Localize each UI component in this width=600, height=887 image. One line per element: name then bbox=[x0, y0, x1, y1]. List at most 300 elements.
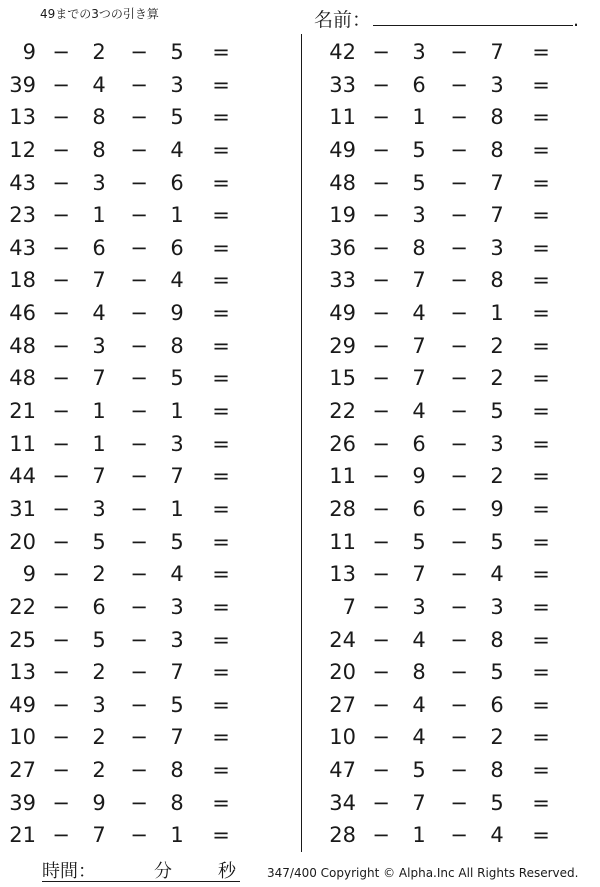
first-operand: 31 bbox=[9, 496, 36, 521]
second-operand: 3 bbox=[92, 333, 106, 358]
first-operand: 15 bbox=[329, 366, 356, 391]
problem-row bbox=[0, 362, 300, 395]
third-operand: 4 bbox=[170, 137, 184, 162]
problem-row bbox=[320, 428, 600, 461]
minus-sign: − bbox=[130, 627, 148, 652]
equals-sign: = bbox=[532, 203, 550, 228]
equals-sign: = bbox=[212, 40, 230, 64]
minus-sign: − bbox=[130, 333, 148, 358]
equals-sign: = bbox=[532, 170, 550, 195]
name-blank-line[interactable] bbox=[373, 9, 573, 26]
equals-sign: = bbox=[212, 725, 230, 750]
equals-sign: = bbox=[212, 333, 230, 358]
second-operand: 1 bbox=[92, 399, 106, 424]
minutes-label: 分 bbox=[154, 861, 172, 882]
third-operand: 8 bbox=[170, 333, 184, 358]
second-operand: 7 bbox=[412, 790, 426, 815]
minus-sign: − bbox=[372, 660, 390, 685]
minus-sign: − bbox=[450, 529, 468, 554]
first-operand: 9 bbox=[22, 562, 36, 587]
second-operand: 3 bbox=[412, 203, 426, 228]
minus-sign: − bbox=[450, 333, 468, 358]
minus-sign: − bbox=[130, 464, 148, 489]
equals-sign: = bbox=[212, 496, 230, 521]
third-operand: 8 bbox=[490, 627, 504, 652]
name-field bbox=[314, 5, 579, 32]
second-operand: 5 bbox=[92, 627, 106, 652]
second-operand: 8 bbox=[412, 660, 426, 685]
third-operand: 5 bbox=[170, 105, 184, 130]
second-operand: 5 bbox=[92, 529, 106, 554]
equals-sign: = bbox=[532, 72, 550, 97]
minus-sign: − bbox=[372, 333, 390, 358]
equals-sign: = bbox=[212, 790, 230, 815]
name-label: 名前： bbox=[314, 9, 372, 31]
minus-sign: − bbox=[450, 105, 468, 130]
third-operand: 5 bbox=[170, 529, 184, 554]
first-operand: 28 bbox=[329, 823, 356, 848]
first-operand: 36 bbox=[329, 235, 356, 260]
minus-sign: − bbox=[130, 725, 148, 750]
equals-sign: = bbox=[532, 431, 550, 456]
first-operand: 20 bbox=[329, 660, 356, 685]
minus-sign: − bbox=[372, 431, 390, 456]
second-operand: 3 bbox=[92, 496, 106, 521]
problem-row bbox=[320, 362, 600, 395]
equals-sign: = bbox=[532, 301, 550, 326]
first-operand: 43 bbox=[9, 170, 36, 195]
equals-sign: = bbox=[212, 594, 230, 619]
second-operand: 1 bbox=[412, 105, 426, 130]
third-operand: 7 bbox=[490, 170, 504, 195]
first-operand: 33 bbox=[329, 268, 356, 293]
problem-row bbox=[320, 134, 600, 167]
second-operand: 4 bbox=[412, 627, 426, 652]
minus-sign: − bbox=[130, 660, 148, 685]
third-operand: 7 bbox=[170, 725, 184, 750]
second-operand: 6 bbox=[412, 431, 426, 456]
third-operand: 1 bbox=[170, 203, 184, 228]
problem-row bbox=[0, 36, 300, 69]
minus-sign: − bbox=[52, 137, 70, 162]
second-operand: 5 bbox=[412, 529, 426, 554]
minus-sign: − bbox=[372, 40, 390, 64]
equals-sign: = bbox=[212, 399, 230, 424]
equals-sign: = bbox=[212, 203, 230, 228]
second-operand: 6 bbox=[412, 496, 426, 521]
equals-sign: = bbox=[212, 72, 230, 97]
second-operand: 8 bbox=[92, 105, 106, 130]
third-operand: 2 bbox=[490, 333, 504, 358]
equals-sign: = bbox=[532, 399, 550, 424]
first-operand: 46 bbox=[9, 301, 36, 326]
first-operand: 39 bbox=[9, 790, 36, 815]
minus-sign: − bbox=[372, 790, 390, 815]
first-operand: 18 bbox=[9, 268, 36, 293]
minus-sign: − bbox=[52, 366, 70, 391]
minus-sign: − bbox=[372, 725, 390, 750]
first-operand: 20 bbox=[9, 529, 36, 554]
first-operand: 39 bbox=[9, 72, 36, 97]
problem-row bbox=[320, 460, 600, 493]
second-operand: 7 bbox=[92, 268, 106, 293]
minus-sign: − bbox=[450, 660, 468, 685]
third-operand: 4 bbox=[490, 823, 504, 848]
minus-sign: − bbox=[450, 72, 468, 97]
third-operand: 8 bbox=[170, 790, 184, 815]
minus-sign: − bbox=[52, 594, 70, 619]
minus-sign: − bbox=[372, 823, 390, 848]
third-operand: 4 bbox=[170, 268, 184, 293]
minus-sign: − bbox=[130, 790, 148, 815]
second-operand: 7 bbox=[412, 333, 426, 358]
equals-sign: = bbox=[212, 529, 230, 554]
minus-sign: − bbox=[52, 431, 70, 456]
equals-sign: = bbox=[212, 431, 230, 456]
problem-row bbox=[0, 754, 300, 787]
third-operand: 3 bbox=[170, 627, 184, 652]
minus-sign: − bbox=[52, 464, 70, 489]
minus-sign: − bbox=[130, 105, 148, 130]
third-operand: 3 bbox=[490, 235, 504, 260]
equals-sign: = bbox=[212, 137, 230, 162]
problem-row bbox=[0, 330, 300, 363]
equals-sign: = bbox=[532, 105, 550, 130]
minus-sign: − bbox=[372, 562, 390, 587]
third-operand: 3 bbox=[490, 594, 504, 619]
problem-row bbox=[0, 558, 300, 591]
minus-sign: − bbox=[52, 40, 70, 64]
problem-row bbox=[0, 689, 300, 722]
equals-sign: = bbox=[212, 562, 230, 587]
second-operand: 2 bbox=[92, 660, 106, 685]
third-operand: 9 bbox=[170, 301, 184, 326]
first-operand: 48 bbox=[329, 170, 356, 195]
minus-sign: − bbox=[130, 301, 148, 326]
copyright-notice: 347/400 Copyright © Alpha.Inc All Rights Reserved. bbox=[267, 866, 579, 880]
minus-sign: − bbox=[450, 431, 468, 456]
equals-sign: = bbox=[532, 660, 550, 685]
first-operand: 21 bbox=[9, 399, 36, 424]
second-operand: 4 bbox=[412, 692, 426, 717]
minus-sign: − bbox=[130, 366, 148, 391]
minus-sign: − bbox=[52, 562, 70, 587]
second-operand: 2 bbox=[92, 758, 106, 783]
first-operand: 28 bbox=[329, 496, 356, 521]
problem-row bbox=[320, 526, 600, 559]
equals-sign: = bbox=[212, 464, 230, 489]
first-operand: 19 bbox=[329, 203, 356, 228]
third-operand: 4 bbox=[490, 562, 504, 587]
equals-sign: = bbox=[532, 235, 550, 260]
minus-sign: − bbox=[52, 105, 70, 130]
first-operand: 12 bbox=[9, 137, 36, 162]
minus-sign: − bbox=[372, 758, 390, 783]
minus-sign: − bbox=[130, 496, 148, 521]
minus-sign: − bbox=[52, 790, 70, 815]
minus-sign: − bbox=[372, 627, 390, 652]
first-operand: 11 bbox=[9, 431, 36, 456]
time-label: 時間： bbox=[42, 861, 96, 882]
third-operand: 1 bbox=[170, 399, 184, 424]
third-operand: 2 bbox=[490, 464, 504, 489]
equals-sign: = bbox=[212, 301, 230, 326]
minus-sign: − bbox=[130, 235, 148, 260]
first-operand: 24 bbox=[329, 627, 356, 652]
column-divider bbox=[301, 34, 302, 852]
first-operand: 22 bbox=[9, 594, 36, 619]
first-operand: 26 bbox=[329, 431, 356, 456]
second-operand: 1 bbox=[412, 823, 426, 848]
minus-sign: − bbox=[450, 268, 468, 293]
minus-sign: − bbox=[130, 692, 148, 717]
minus-sign: − bbox=[450, 627, 468, 652]
third-operand: 2 bbox=[490, 366, 504, 391]
second-operand: 4 bbox=[412, 399, 426, 424]
minus-sign: − bbox=[52, 72, 70, 97]
first-operand: 48 bbox=[9, 366, 36, 391]
minus-sign: − bbox=[52, 235, 70, 260]
first-operand: 42 bbox=[329, 40, 356, 64]
second-operand: 8 bbox=[92, 137, 106, 162]
third-operand: 6 bbox=[170, 170, 184, 195]
second-operand: 6 bbox=[412, 72, 426, 97]
first-operand: 11 bbox=[329, 464, 356, 489]
minus-sign: − bbox=[130, 758, 148, 783]
equals-sign: = bbox=[212, 268, 230, 293]
equals-sign: = bbox=[532, 268, 550, 293]
second-operand: 4 bbox=[92, 72, 106, 97]
minus-sign: − bbox=[372, 105, 390, 130]
minus-sign: − bbox=[372, 170, 390, 195]
minus-sign: − bbox=[450, 562, 468, 587]
problem-row bbox=[0, 297, 300, 330]
problem-row bbox=[0, 493, 300, 526]
minus-sign: − bbox=[130, 72, 148, 97]
second-operand: 2 bbox=[92, 562, 106, 587]
equals-sign: = bbox=[532, 758, 550, 783]
second-operand: 7 bbox=[92, 366, 106, 391]
first-operand: 47 bbox=[329, 758, 356, 783]
equals-sign: = bbox=[532, 137, 550, 162]
minus-sign: − bbox=[450, 594, 468, 619]
second-operand: 3 bbox=[412, 594, 426, 619]
third-operand: 7 bbox=[170, 660, 184, 685]
problem-row bbox=[320, 591, 600, 624]
equals-sign: = bbox=[212, 170, 230, 195]
minus-sign: − bbox=[52, 268, 70, 293]
third-operand: 8 bbox=[170, 758, 184, 783]
minus-sign: − bbox=[372, 235, 390, 260]
third-operand: 4 bbox=[170, 562, 184, 587]
second-operand: 4 bbox=[412, 301, 426, 326]
first-operand: 27 bbox=[9, 758, 36, 783]
problem-row bbox=[0, 395, 300, 428]
minus-sign: − bbox=[450, 301, 468, 326]
minus-sign: − bbox=[130, 562, 148, 587]
minus-sign: − bbox=[450, 790, 468, 815]
second-operand: 3 bbox=[412, 40, 426, 64]
first-operand: 9 bbox=[22, 40, 36, 64]
third-operand: 5 bbox=[170, 366, 184, 391]
minus-sign: − bbox=[450, 725, 468, 750]
third-operand: 5 bbox=[170, 692, 184, 717]
second-operand: 8 bbox=[412, 235, 426, 260]
equals-sign: = bbox=[532, 725, 550, 750]
minus-sign: − bbox=[450, 137, 468, 162]
second-operand: 1 bbox=[92, 203, 106, 228]
first-operand: 49 bbox=[9, 692, 36, 717]
problem-row bbox=[0, 721, 300, 754]
second-operand: 9 bbox=[92, 790, 106, 815]
second-operand: 6 bbox=[92, 235, 106, 260]
first-operand: 44 bbox=[9, 464, 36, 489]
second-operand: 7 bbox=[412, 562, 426, 587]
minus-sign: − bbox=[450, 496, 468, 521]
second-operand: 2 bbox=[92, 40, 106, 64]
problem-row bbox=[320, 819, 600, 852]
problem-row bbox=[320, 101, 600, 134]
first-operand: 23 bbox=[9, 203, 36, 228]
third-operand: 5 bbox=[490, 399, 504, 424]
third-operand: 5 bbox=[490, 660, 504, 685]
problem-row bbox=[0, 591, 300, 624]
problem-row bbox=[0, 134, 300, 167]
equals-sign: = bbox=[212, 692, 230, 717]
third-operand: 3 bbox=[170, 72, 184, 97]
equals-sign: = bbox=[532, 496, 550, 521]
third-operand: 8 bbox=[490, 105, 504, 130]
second-operand: 4 bbox=[412, 725, 426, 750]
problem-row bbox=[320, 787, 600, 820]
minus-sign: − bbox=[52, 333, 70, 358]
minus-sign: − bbox=[450, 40, 468, 64]
first-operand: 29 bbox=[329, 333, 356, 358]
minus-sign: − bbox=[450, 203, 468, 228]
third-operand: 1 bbox=[170, 496, 184, 521]
first-operand: 33 bbox=[329, 72, 356, 97]
minus-sign: − bbox=[52, 170, 70, 195]
first-operand: 10 bbox=[9, 725, 36, 750]
first-operand: 49 bbox=[329, 301, 356, 326]
third-operand: 5 bbox=[170, 40, 184, 64]
minus-sign: − bbox=[372, 496, 390, 521]
first-operand: 48 bbox=[9, 333, 36, 358]
third-operand: 7 bbox=[490, 203, 504, 228]
problem-row bbox=[0, 101, 300, 134]
second-operand: 7 bbox=[92, 823, 106, 848]
problem-row bbox=[320, 232, 600, 265]
minus-sign: − bbox=[372, 399, 390, 424]
first-operand: 11 bbox=[329, 529, 356, 554]
third-operand: 1 bbox=[170, 823, 184, 848]
equals-sign: = bbox=[532, 40, 550, 64]
minus-sign: − bbox=[372, 529, 390, 554]
first-operand: 11 bbox=[329, 105, 356, 130]
problem-row bbox=[0, 69, 300, 102]
second-operand: 6 bbox=[92, 594, 106, 619]
minus-sign: − bbox=[450, 823, 468, 848]
minus-sign: − bbox=[52, 725, 70, 750]
second-operand: 3 bbox=[92, 692, 106, 717]
minus-sign: − bbox=[372, 594, 390, 619]
equals-sign: = bbox=[532, 823, 550, 848]
minus-sign: − bbox=[372, 137, 390, 162]
problem-row bbox=[320, 624, 600, 657]
third-operand: 6 bbox=[490, 692, 504, 717]
second-operand: 5 bbox=[412, 170, 426, 195]
minus-sign: − bbox=[450, 366, 468, 391]
equals-sign: = bbox=[532, 529, 550, 554]
minus-sign: − bbox=[450, 758, 468, 783]
equals-sign: = bbox=[212, 627, 230, 652]
problem-row bbox=[320, 689, 600, 722]
second-operand: 7 bbox=[412, 366, 426, 391]
third-operand: 3 bbox=[490, 72, 504, 97]
minus-sign: − bbox=[130, 170, 148, 195]
minus-sign: − bbox=[450, 399, 468, 424]
minus-sign: − bbox=[372, 203, 390, 228]
minus-sign: − bbox=[130, 40, 148, 64]
problem-row bbox=[320, 721, 600, 754]
seconds-label: 秒 bbox=[218, 861, 236, 882]
second-operand: 7 bbox=[412, 268, 426, 293]
third-operand: 7 bbox=[490, 40, 504, 64]
problem-row bbox=[320, 330, 600, 363]
problems-right-column bbox=[320, 36, 600, 852]
problem-row bbox=[0, 428, 300, 461]
problems-left-column bbox=[0, 36, 300, 852]
problem-row bbox=[320, 558, 600, 591]
third-operand: 3 bbox=[170, 594, 184, 619]
minus-sign: − bbox=[450, 170, 468, 195]
problem-row bbox=[0, 199, 300, 232]
worksheet-title: 49までの3つの引き算 bbox=[40, 7, 159, 21]
first-operand: 27 bbox=[329, 692, 356, 717]
minus-sign: − bbox=[52, 823, 70, 848]
third-operand: 2 bbox=[490, 725, 504, 750]
third-operand: 5 bbox=[490, 790, 504, 815]
problem-row bbox=[320, 493, 600, 526]
minus-sign: − bbox=[130, 399, 148, 424]
minus-sign: − bbox=[52, 399, 70, 424]
second-operand: 5 bbox=[412, 758, 426, 783]
problem-row bbox=[320, 395, 600, 428]
equals-sign: = bbox=[532, 366, 550, 391]
problem-row bbox=[0, 624, 300, 657]
minus-sign: − bbox=[372, 692, 390, 717]
minus-sign: − bbox=[372, 72, 390, 97]
minus-sign: − bbox=[372, 464, 390, 489]
minus-sign: − bbox=[52, 203, 70, 228]
problem-row bbox=[0, 167, 300, 200]
problem-row bbox=[0, 787, 300, 820]
first-operand: 49 bbox=[329, 137, 356, 162]
first-operand: 7 bbox=[342, 594, 356, 619]
first-operand: 21 bbox=[9, 823, 36, 848]
minus-sign: − bbox=[372, 301, 390, 326]
minus-sign: − bbox=[450, 692, 468, 717]
minus-sign: − bbox=[52, 496, 70, 521]
first-operand: 13 bbox=[329, 562, 356, 587]
equals-sign: = bbox=[532, 790, 550, 815]
minus-sign: − bbox=[130, 529, 148, 554]
problem-row bbox=[320, 69, 600, 102]
minus-sign: − bbox=[372, 366, 390, 391]
minus-sign: − bbox=[372, 268, 390, 293]
second-operand: 4 bbox=[92, 301, 106, 326]
third-operand: 7 bbox=[170, 464, 184, 489]
